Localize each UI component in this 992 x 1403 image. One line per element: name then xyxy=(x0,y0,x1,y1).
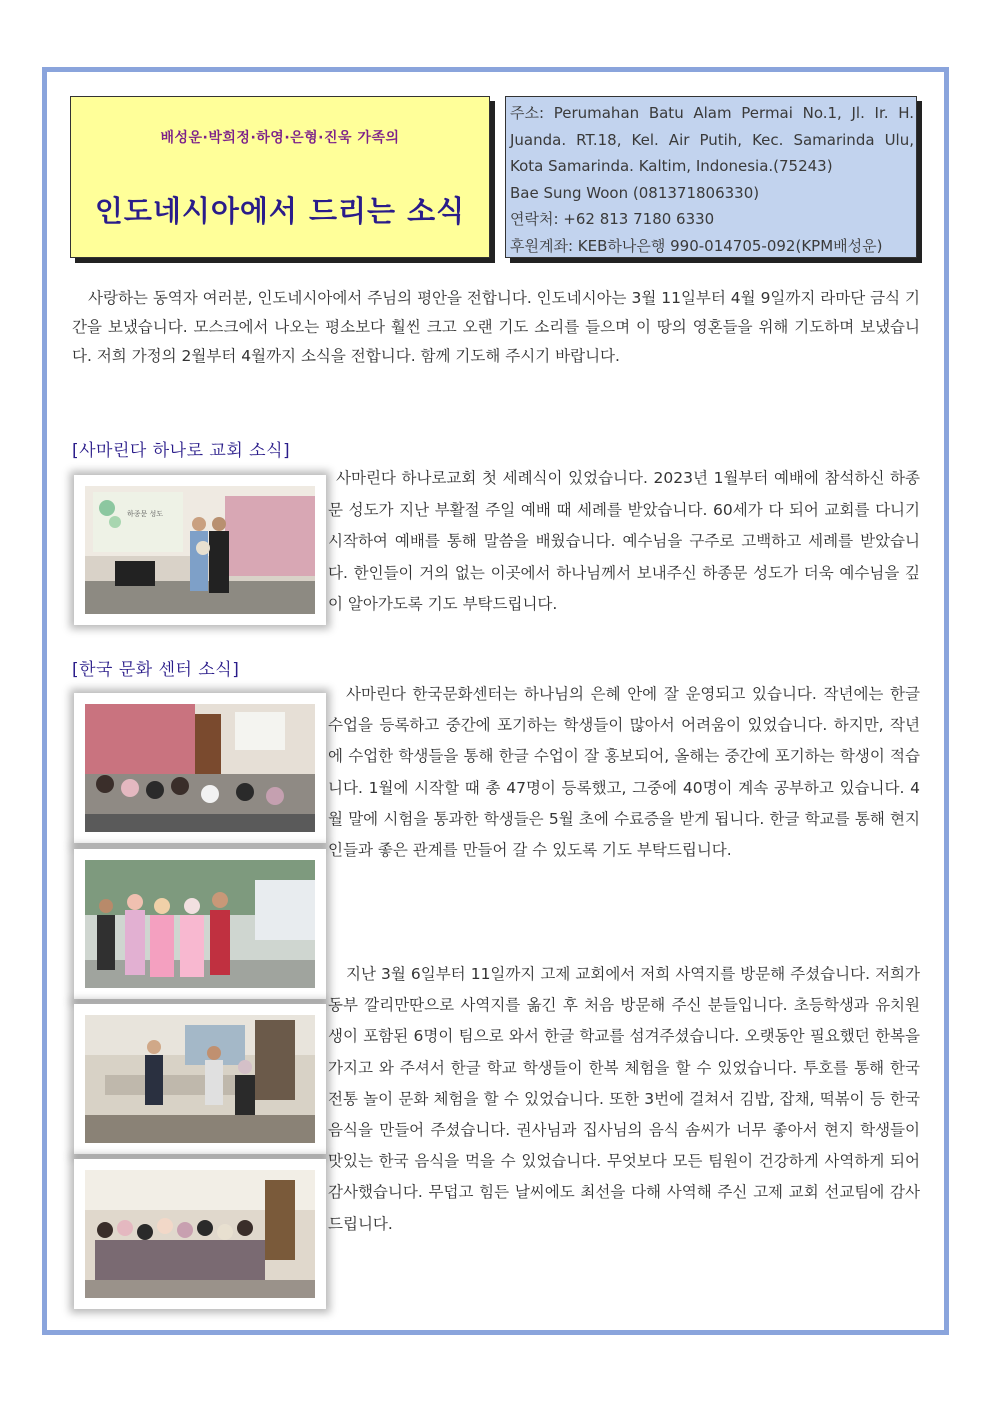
address-line-2: Juanda. RT.18, Kel. Air Putih, Kec. Samarinda Ulu, xyxy=(510,130,914,149)
classroom-photo xyxy=(74,693,326,843)
visit-paragraph: 지난 3월 6일부터 11일까지 고제 교회에서 저희 사역지를 방문해 주셨습니다. 저희가 동부 깔리만딴으로 사역지를 옮긴 후 처음 방문해 주신 분들입니다. 초등학생과 유치원생이 포함된 6명이 팀으로 와서 한글 학교를 섬겨주셨습니다. 오랫동안 필요했던 한복을 가지고 와 주셔서 한글 학교 학생들이 한복 체험을 할 수 있었습니다. 투호를 통해 한국 전통 놀이 문화 체험을 할 수 있었습니다. 또한 3번에 걸쳐서 김밥, 잡채, 떡볶이 등 한국 음식을 만들어 주셨습니다. 권사님과 집사님의 음식 솜씨가 너무 좋아서 현지 학생들이 맛있는 한국 음식을 먹을 수 있었습니다. 무엇보다 모든 팀원이 건강하게 사역하게 되어 감사했습니다. 무덥고 힘든 날씨에도 최선을 다해 사역해 주신 고제 교회 선교팀에 감사드립니다. xyxy=(328,965,920,1233)
account-line: 후원계좌: KEB하나은행 990-014705-092(KPM배성운) xyxy=(510,236,883,255)
culture-center-heading: [한국 문화 센터 소식] xyxy=(72,660,240,680)
church-paragraph: 사마린다 하나로교회 첫 세례식이 있었습니다. 2023년 1월부터 예배에 참석하신 하종문 성도가 지난 부활절 주일 예배 때 세례를 받았습니다. 60세가 다 되어 교회를 다니기 시작하여 예배를 통해 말씀을 배웠습니다. 예수님을 구주로 고백하고 세례를 받았습니다. 한인들이 거의 없는 이곳에서 하나님께서 보내주신 하종문 성도가 더욱 예수님을 깊이 알아가도록 기도 부탁드립니다. xyxy=(328,469,920,613)
family-line: 배성운·박희정·하영·은형·진욱 가족의 xyxy=(160,130,400,146)
baptism-photo xyxy=(74,475,326,625)
intro-paragraph: 사랑하는 동역자 여러분, 인도네시아에서 주님의 평안을 전합니다. 인도네시아는 3월 11일부터 4월 9일까지 라마단 금식 기간을 보냈습니다. 모스크에서 나오는 평소보다 훨씬 크고 오랜 기도 소리를 들으며 이 땅의 영혼들을 위해 기도하며 보냈습니다. 저희 가정의 2월부터 4월까지 소식을 전합니다. 함께 기도해 주시기 바랍니다. xyxy=(72,289,920,365)
title-box xyxy=(70,96,490,258)
address-line-1: 주소: Perumahan Batu Alam Permai No.1, Jl. Ir. H. xyxy=(510,104,914,122)
culture-center-paragraph: 사마린다 한국문화센터는 하나님의 은혜 안에 잘 운영되고 있습니다. 작년에는 한글 수업을 등록하고 중간에 포기하는 학생들이 많아서 어려움이 있었습니다. 하지만, 작년에 수업한 학생들을 통해 한글 수업이 잘 홍보되어, 올해는 중간에 포기하는 학생이 적습니다. 1월에 시작할 때 총 47명이 등록했고, 그중에 40명이 계속 공부하고 있습니다. 4월 말에 시험을 통과한 학생들은 5월 초에 수료증을 받게 됩니다. 한글 학교를 통해 현지인들과 좋은 관계를 만들어 갈 수 있도록 기도 부탁드립니다. xyxy=(328,685,920,860)
address-box xyxy=(505,96,917,258)
contact-line: 연락처: +62 813 7180 6330 xyxy=(510,210,715,228)
screen-caption: 하종문 성도 xyxy=(127,510,164,518)
group-photo xyxy=(74,1159,326,1309)
newsletter-title: 인도네시아에서 드리는 소식 xyxy=(94,194,466,228)
name-phone: Bae Sung Woon (081371806330) xyxy=(510,183,760,202)
address-line-3: Kota Samarinda. Kaltim, Indonesia.(75243) xyxy=(510,157,833,175)
cooking-class-photo xyxy=(74,1004,326,1154)
church-news-heading: [사마린다 하나로 교회 소식] xyxy=(72,441,291,461)
hanbok-photo xyxy=(74,849,326,999)
